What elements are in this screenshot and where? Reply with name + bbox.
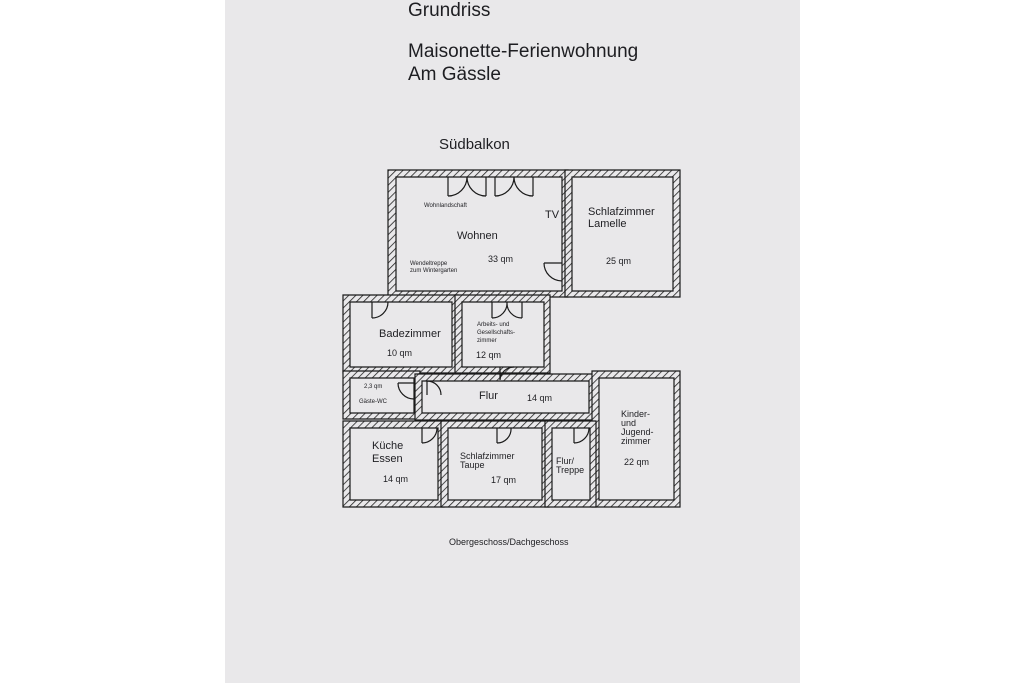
arbeitszimmer-area: 12 qm	[476, 350, 502, 360]
wall-flur	[415, 374, 595, 420]
kinderzimmer-name-1: Kinder-	[621, 409, 651, 419]
door-wohnen	[544, 263, 562, 281]
wohnen-note-tv: TV	[545, 209, 560, 221]
flur-treppe-name-2: Treppe	[556, 465, 585, 475]
floor-caption: Obergeschoss/Dachgeschoss	[449, 537, 569, 547]
flur-area: 14 qm	[527, 393, 553, 403]
flur-name: Flur	[479, 390, 498, 402]
schlafzimmer-taupe-name-2: Taupe	[460, 460, 485, 470]
badezimmer-area: 10 qm	[387, 348, 413, 358]
flur-treppe-name-1: Flur/	[556, 456, 574, 466]
gaeste-wc-name: Gäste-WC	[359, 399, 388, 405]
wall-schlafzimmer-taupe	[441, 421, 549, 507]
wohnen-area: 33 qm	[488, 254, 514, 264]
kinderzimmer-name-2: und	[621, 418, 637, 428]
kinderzimmer-name-4: zimmer	[621, 436, 651, 446]
door-flur-wc	[427, 381, 441, 395]
schlafzimmer-lamelle-name-2: Lamelle	[588, 218, 627, 230]
kueche-name-2: Essen	[372, 453, 403, 465]
wall-gaeste-wc	[343, 371, 420, 419]
kinderzimmer-name-3: Jugend-	[621, 427, 654, 437]
door-schlafzimmer-taupe	[497, 428, 511, 443]
subtitle-line-2: Am Gässle	[408, 64, 501, 85]
door-arbeitszimmer	[492, 302, 522, 318]
schlafzimmer-lamelle-area: 25 qm	[606, 256, 632, 266]
kueche-area: 14 qm	[383, 474, 409, 484]
door-balcony-left	[448, 177, 486, 196]
arbeitszimmer-name-3: zimmer	[477, 338, 497, 344]
kueche-name-1: Küche	[372, 440, 404, 452]
balcony-label: Südbalkon	[439, 136, 510, 153]
wohnen-name: Wohnen	[457, 230, 498, 242]
wall-schlafzimmer-lamelle	[565, 170, 680, 297]
gaeste-wc-area: 2,3 qm	[364, 384, 383, 390]
arbeitszimmer-name-2: Gesellschafts-	[477, 330, 516, 336]
schlafzimmer-taupe-name-1: Schlafzimmer	[460, 451, 515, 461]
door-flur-treppe	[574, 428, 589, 443]
wohnen-note-stair-2: zum Wintergarten	[410, 268, 458, 274]
kinderzimmer-area: 22 qm	[624, 457, 650, 467]
subtitle-line-1: Maisonette-Ferienwohnung	[408, 41, 639, 62]
wohnen-note-sofa: Wohnlandschaft	[424, 203, 467, 209]
schlafzimmer-lamelle-name-1: Schlafzimmer	[588, 206, 655, 218]
door-badezimmer	[372, 302, 388, 318]
page-title: Grundriss	[408, 0, 491, 21]
door-balcony-right	[495, 177, 533, 196]
badezimmer-name: Badezimmer	[379, 328, 441, 340]
wohnen-note-stair-1: Wendeltreppe	[410, 261, 448, 267]
arbeitszimmer-name-1: Arbeits- und	[477, 322, 510, 328]
schlafzimmer-taupe-area: 17 qm	[491, 475, 517, 485]
door-kueche	[422, 428, 437, 443]
door-gaeste-wc	[398, 383, 414, 399]
